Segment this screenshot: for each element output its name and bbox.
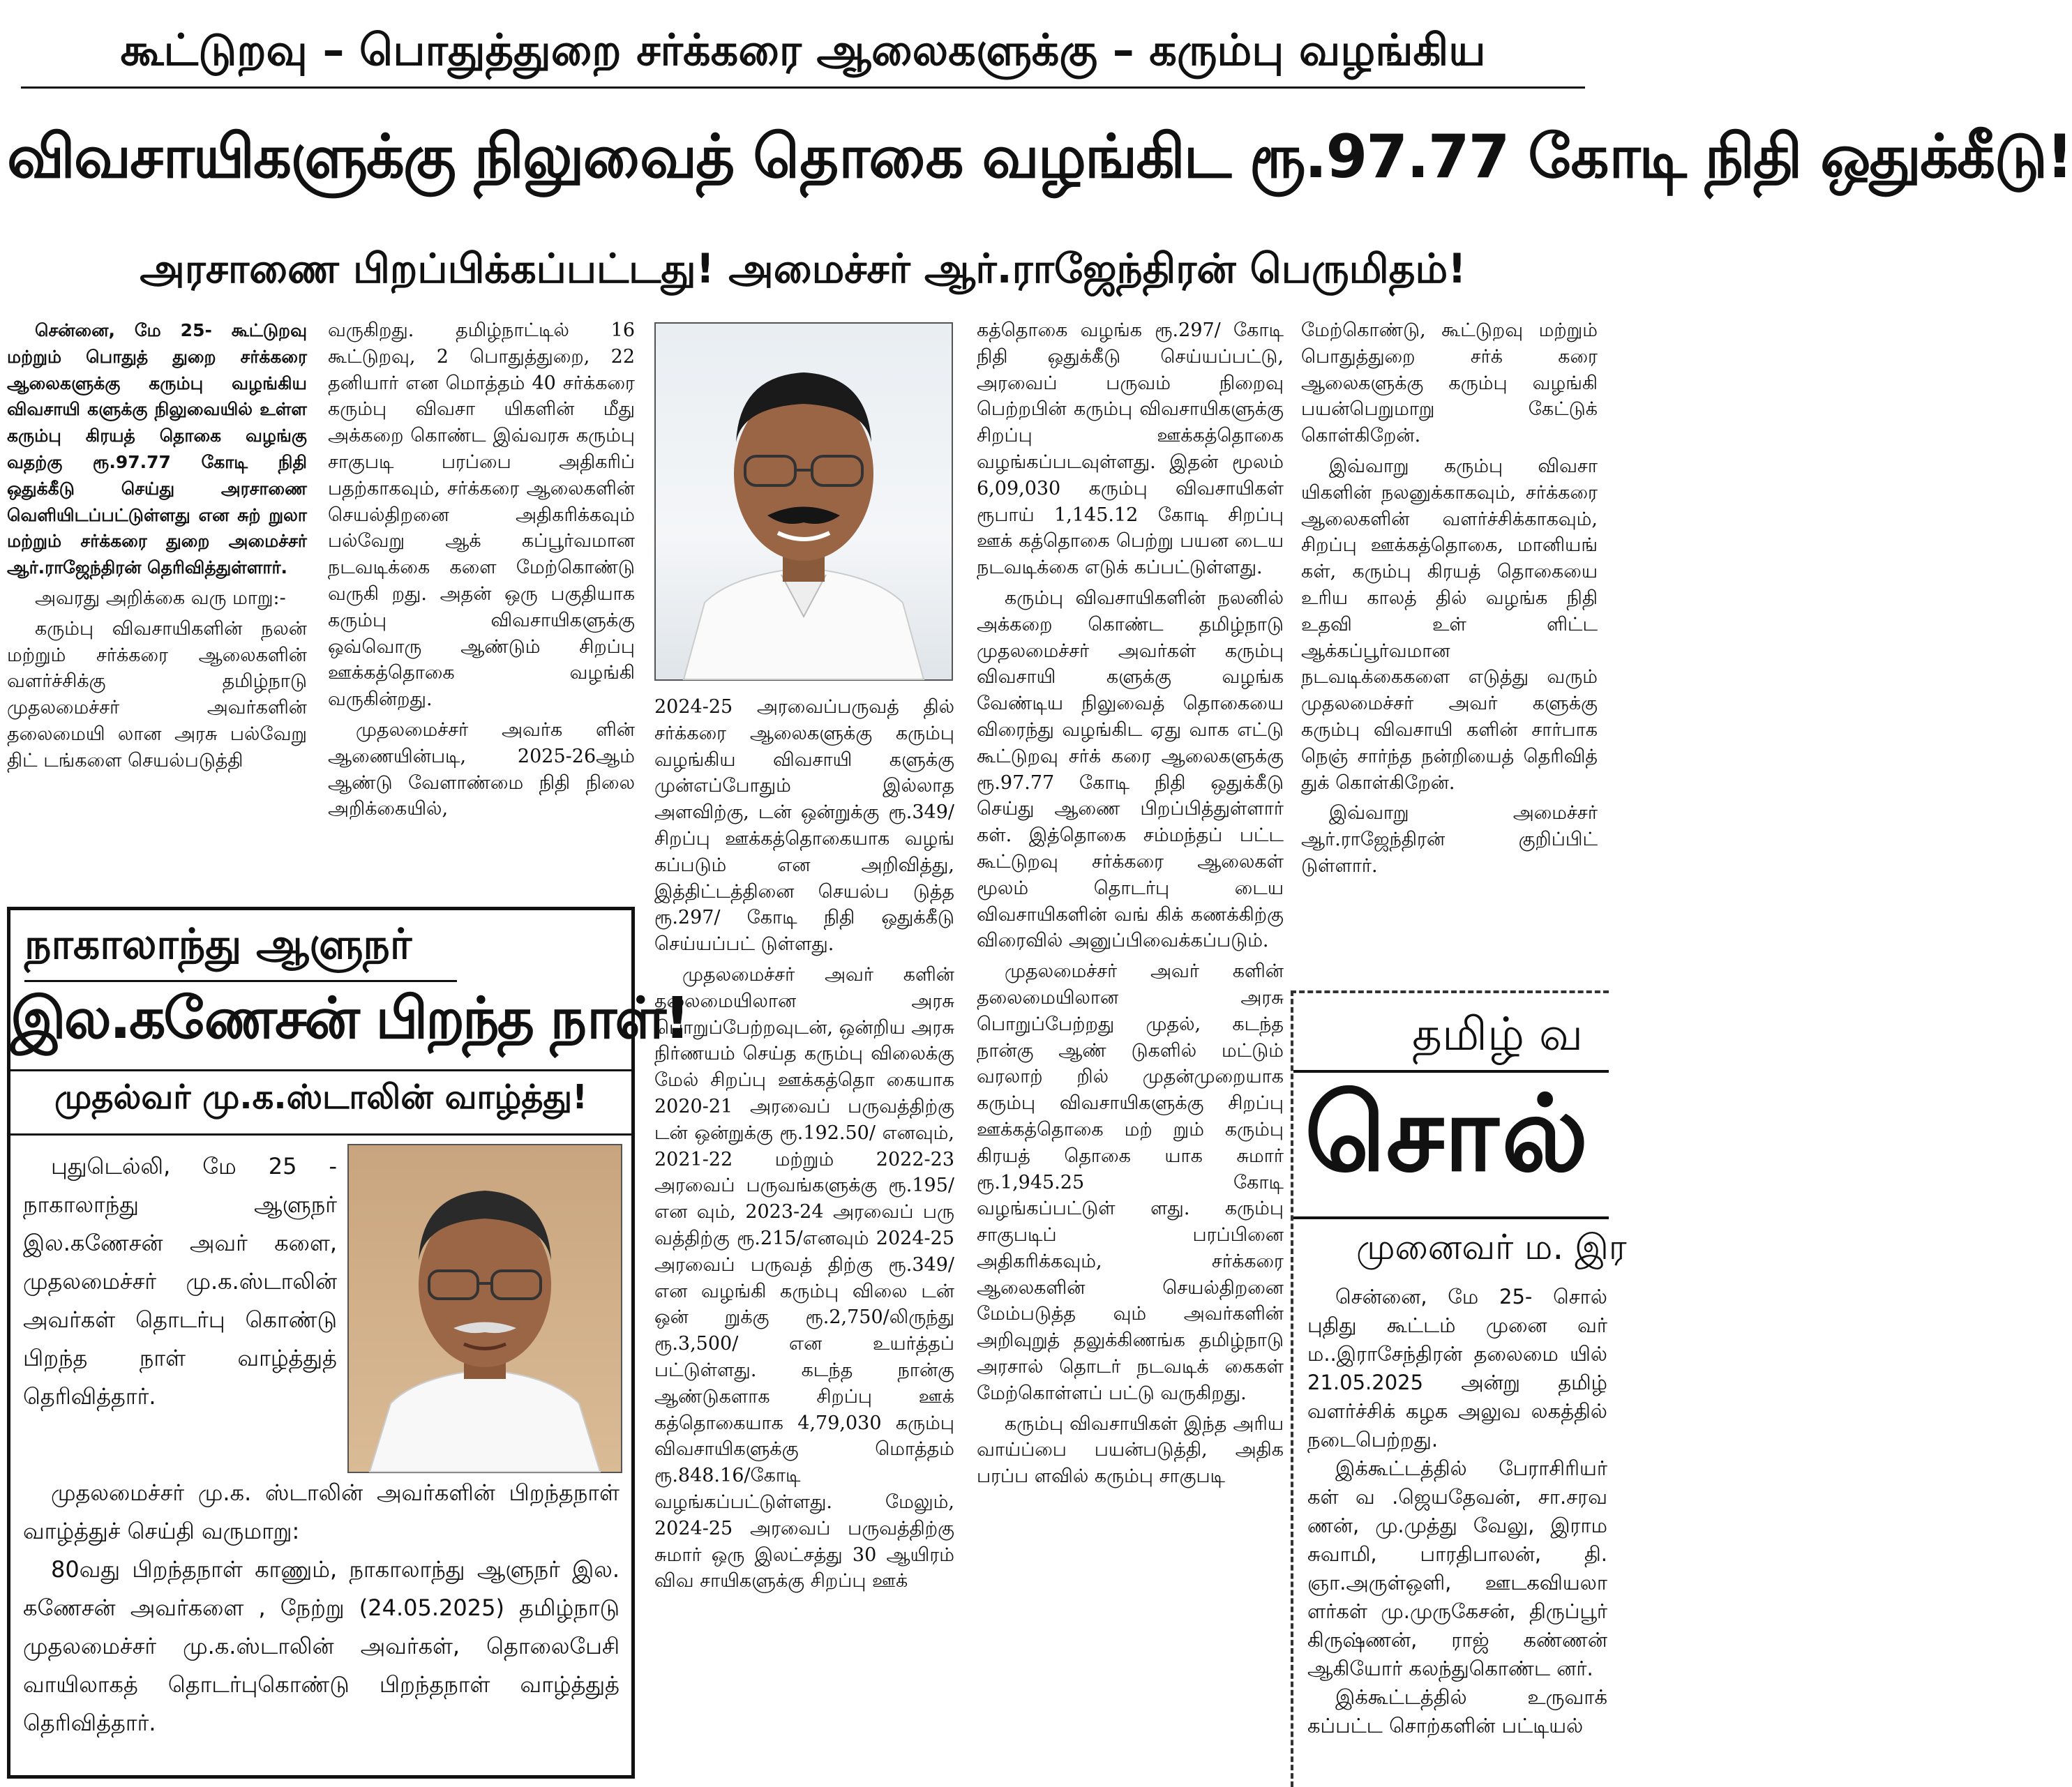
- birthday-news-box: [7, 907, 689, 1779]
- side-story-text: [1307, 1283, 1607, 1781]
- kicker-headline: கூட்டுறவு – பொதுத்துறை சர்க்கரை ஆலைகளுக்கு – கரும்பு வழங்கிய: [120, 24, 1486, 75]
- side-kicker: தமிழ் வ: [1412, 1007, 1584, 1061]
- birthday-subheadline: முதல்வர் மு.க.ஸ்டாலின் வாழ்த்து!: [54, 1078, 587, 1117]
- story-paragraph: கரும்பு விவசாயிகளின் நலனில் அக்கறை கொண்ட தமிழ்நாடு முதலமைச்சர் அவர்கள் கரும்பு விவசாயி களுக்கு வழங்க வேண்டிய நிலுவைத் தொகையை விரைந்து வழங்கிட ஏது வாக எட்டு கூட்டுறவு சர்க் கரை ஆலைகளுக்கு ரூ.97.77 கோடி நிதி ஒதுக்கீடு செய்து ஆணை பிறப்பித்துள்ளார் கள். இத்தொகை சம்மந்தப் பட்ட கூட்டுறவு சர்க்கரை ஆலைகள் மூலம் தொடர்பு டைய விவசாயிகளின் வங் கிக் கணக்கிற்கு விரைவில் அனுப்பிவைக்கப்படும்.: [977, 587, 1284, 952]
- story-paragraph: முதலமைச்சர் அவர்க ளின் ஆணையின்படி, 2025-26ஆம் ஆண்டு வேளாண்மை நிதி நிலை அறிக்கையில்,: [328, 718, 635, 820]
- main-headline: விவசாயிகளுக்கு நிலுவைத் தொகை வழங்கிட ரூ.97.77 கோடி நிதி ஒதுக்கீடு!: [7, 122, 2072, 192]
- birthday-divider: [10, 1069, 631, 1071]
- side-headline: சொல்: [1305, 1073, 1591, 1195]
- birthday-text-upper: [23, 1147, 337, 1472]
- side-paragraph: சென்னை, மே 25- சொல் புதிது கூட்டம் முனை வர் ம..இராசேந்திரன் தலைமை யில் 21.05.2025 அன்று தமிழ் வளர்ச்சிக் கழக அலுவ லகத்தில் நடைபெற்றது.: [1307, 1285, 1607, 1452]
- governor-portrait-image: [349, 1145, 621, 1472]
- main-story-column-4: [977, 317, 1284, 1779]
- birthday-paragraph: முதலமைச்சர் மு.க. ஸ்டாலின் அவர்களின் பிறந்தநாள் வாழ்த்துச் செய்தி வருமாறு:: [23, 1479, 620, 1544]
- minister-photo: [654, 322, 953, 681]
- side-divider: [1293, 1216, 1609, 1219]
- birthday-headline: இல.கணேசன் பிறந்த நாள்!: [10, 986, 689, 1052]
- main-story-column-1: [7, 317, 307, 896]
- birthday-text-lower: [23, 1474, 620, 1767]
- story-paragraph: இவ்வாறு அமைச்சர் ஆர்.ராஜேந்திரன் குறிப்பிட் டுள்ளார்.: [1301, 802, 1598, 877]
- story-paragraph: கரும்பு விவசாயிகள் இந்த அரிய வாய்ப்பை பயன்படுத்தி, அதிக பரப்ப ளவில் கரும்பு சாகுபடி: [977, 1412, 1284, 1488]
- story-paragraph: கரும்பு விவசாயிகளின் நலன் மற்றும் சர்க்கரை ஆலைகளின் வளர்ச்சிக்கு தமிழ்நாடு முதலமைச்சர் அவர்களின் தலைமையி லான அரசு பல்வேறு திட் டங்களை செயல்படுத்தி: [7, 617, 307, 771]
- side-paragraph: இக்கூட்டத்தில் பேராசிரியர் கள் வ .ஜெயதேவன், சா.சரவ ணன், மு.முத்து வேலு, இராம சுவாமி, பாரதிபாலன், தி. ஞா.அருள்ஒளி, ஊடகவியலா ளர்கள் மு.முருகேசன், திருப்பூர் கிருஷ்ணன், ராஜ் கண்ணன் ஆகியோர் கலந்துகொண்ட னர்.: [1307, 1456, 1607, 1680]
- governor-photo: [347, 1144, 622, 1473]
- header-divider: [21, 86, 1585, 89]
- side-byline: முனைவர் ம. இர: [1356, 1227, 1627, 1267]
- story-paragraph: இவ்வாறு கரும்பு விவசா யிகளின் நலனுக்காகவும், சர்க்கரை ஆலைகளின் வளர்ச்சிக்காகவும், சிறப்பு ஊக்கத்தொகை, மானியங் கள், கரும்பு கிரயத் தொகையை உரிய காலத் தில் வழங்க நிதி உதவி உள் ளிட்ட ஆக்கப்பூர்வமான நடவடிக்கைகளை எடுத்து வரும் முதலமைச்சர் அவர் களுக்கு கரும்பு விவசாயி களின் சார்பாக நெஞ் சார்ந்த நன்றியைத் தெரிவித் துக் கொள்கிறேன்.: [1301, 455, 1598, 794]
- story-paragraph: 2024-25 அரவைப்பருவத் தில் சர்க்கரை ஆலைகளுக்கு கரும்பு வழங்கிய விவசாயி களுக்கு முன்எப்போதும் இல்லாத அளவிற்கு, டன் ஒன்றுக்கு ரூ.349/ சிறப்பு ஊக்கத்தொகையாக வழங் கப்படும் என அறிவித்து, இத்திட்டத்தினை செயல்ப டுத்த ரூ.297/ கோடி நிதி ஒதுக்கீடு செய்யப்பட் டுள்ளது.: [654, 696, 954, 956]
- birthday-paragraph: 80வது பிறந்தநாள் காணும், நாகாலாந்து ஆளுநர் இல. கணேசன் அவர்களை , நேற்று (24.05.2025) தமிழ்நாடு முதலமைச்சர் மு.க.ஸ்டாலின் அவர்கள், தொலைபேசி வாயிலாகத் தொடர்புகொண்டு பிறந்தநாள் வாழ்த்துத் தெரிவித்தார்.: [23, 1556, 620, 1736]
- story-paragraph: முதலமைச்சர் அவர் களின் தலைமையிலான அரசு பொறுப்பேற்றது முதல், கடந்த நான்கு ஆண் டுகளில் மட்டும் வரலாற் றில் முதன்முறையாக கரும்பு விவசாயிகளுக்கு சிறப்பு ஊக்கத்தொகை மற் றும் கரும்பு கிரயத் தொகை யாக சுமார் ரூ.1,945.25 கோடி வழங்கப்பட்டுள் ளது. கரும்பு சாகுபடிப் பரப்பினை அதிகரிக்கவும், சர்க்கரை ஆலைகளின் செயல்திறனை மேம்படுத்த வும் அவர்களின் அறிவுறுத் தலுக்கிணங்க தமிழ்நாடு அரசால் தொடர் நடவடிக் கைகள் மேற்கொள்ளப் பட்டு வருகிறது.: [977, 960, 1284, 1404]
- birthday-divider: [10, 1133, 631, 1136]
- birthday-paragraph: புதுடெல்லி, மே 25 - நாகாலாந்து ஆளுநர் இல.கணேசன் அவர் களை, முதலமைச்சர் மு.க.ஸ்டாலின் அவர்கள் தொடர்பு கொண்டு பிறந்த நாள் வாழ்த்துத் தெரிவித்தார்.: [23, 1153, 337, 1410]
- story-paragraph: வருகிறது. தமிழ்நாட்டில் 16 கூட்டுறவு, 2 பொதுத்துறை, 22 தனியார் என மொத்தம் 40 சர்க்கரை கரும்பு விவசா யிகளின் மீது அக்கறை கொண்ட இவ்வரசு கரும்பு சாகுபடி பரப்பை அதிகரிப் பதற்காகவும், சர்க்கரை ஆலைகளின் செயல்திறனை அதிகரிக்கவும் பல்வேறு ஆக் கப்பூர்வமான நடவடிக்கை களை மேற்கொண்டு வருகி றது. அதன் ஒரு பகுதியாக கரும்பு விவசாயிகளுக்கு ஒவ்வொரு ஆண்டும் சிறப்பு ஊக்கத்தொகை வழங்கி வருகின்றது.: [328, 319, 635, 711]
- story-paragraph: சென்னை, மே 25- கூட்டுறவு மற்றும் பொதுத் துறை சர்க்கரை ஆலைகளுக்கு கரும்பு வழங்கிய விவசாயி களுக்கு நிலுவையில் உள்ள கரும்பு கிரயத் தொகை வழங்கு வதற்கு ரூ.97.77 கோடி நிதி ஒதுக்கீடு செய்து அரசாணை வெளியிடப்பட்டுள்ளது என சுற் றுலா மற்றும் சர்க்கரை துறை அமைச்சர் ஆர்.ராஜேந்திரன் தெரிவித்துள்ளார்.: [7, 320, 307, 578]
- main-story-column-5: [1301, 317, 1598, 980]
- story-paragraph: முதலமைச்சர் அவர் களின் தலைமையிலான அரசு பொறுப்பேற்றவுடன், ஒன்றிய அரசு நிர்ணயம் செய்த கரும்பு விலைக்கு மேல் சிறப்பு ஊக்கத்தொ கையாக 2020-21 அரவைப் பருவத்திற்கு டன் ஒன்றுக்கு ரூ.192.50/ எனவும், 2021-22 மற்றும் 2022-23 அரவைப் பருவங்களுக்கு ரூ.195/ என வும், 2023-24 அரவைப் பரு வத்திற்கு ரூ.215/எனவும் 2024-25 அரவைப் பருவத் திற்கு ரூ.349/ என வழங்கி கரும்பு விலை டன் ஒன் றுக்கு ரூ.2,750/லிருந்து ரூ.3,500/ என உயர்த்தப் பட்டுள்ளது. கடந்த நான்கு ஆண்டுகளாக சிறப்பு ஊக் கத்தொகையாக 4,79,030 கரும்பு விவசாயிகளுக்கு மொத்தம் ரூ.848.16/கோடி வழங்கப்பட்டுள்ளது. மேலும், 2024-25 அரவைப் பருவத்திற்கு சுமார் ஒரு இலட்சத்து 30 ஆயிரம் விவ சாயிகளுக்கு சிறப்பு ஊக்: [654, 963, 954, 1592]
- main-story-column-2: [328, 317, 635, 896]
- side-divider: [1293, 1070, 1609, 1073]
- story-paragraph: கத்தொகை வழங்க ரூ.297/ கோடி நிதி ஒதுக்கீடு செய்யப்பட்டு, அரவைப் பருவம் நிறைவு பெற்றபின் கரும்பு விவசாயிகளுக்கு சிறப்பு ஊக்கத்தொகை வழங்கப்படவுள்ளது. இதன் மூலம் 6,09,030 கரும்பு விவசாயிகள் ரூபாய் 1,145.12 கோடி சிறப்பு ஊக் கத்தொகை பெற்று பயன டைய நடவடிக்கை எடுக் கப்பட்டுள்ளது.: [977, 319, 1284, 579]
- side-story-box: [1291, 990, 1627, 1787]
- birthday-kicker-underline: [24, 980, 457, 982]
- birthday-kicker: நாகாலாந்து ஆளுநர்: [24, 920, 412, 969]
- side-paragraph: இக்கூட்டத்தில் உருவாக் கப்பட்ட சொற்களின் பட்டியல்: [1307, 1685, 1607, 1737]
- story-paragraph: மேற்கொண்டு, கூட்டுறவு மற்றும் பொதுத்துறை சர்க் கரை ஆலைகளுக்கு கரும்பு வழங்கி பயன்பெறுமாறு கேட்டுக் கொள்கிறேன்.: [1301, 319, 1598, 447]
- sub-headline: அரசாணை பிறப்பிக்கப்பட்டது! அமைச்சர் ஆர்.ராஜேந்திரன் பெருமிதம்!: [140, 245, 1466, 292]
- story-paragraph: அவரது அறிக்கை வரு மாறு:-: [35, 587, 286, 609]
- minister-portrait-image: [656, 324, 952, 679]
- main-story-column-3: [654, 694, 954, 1779]
